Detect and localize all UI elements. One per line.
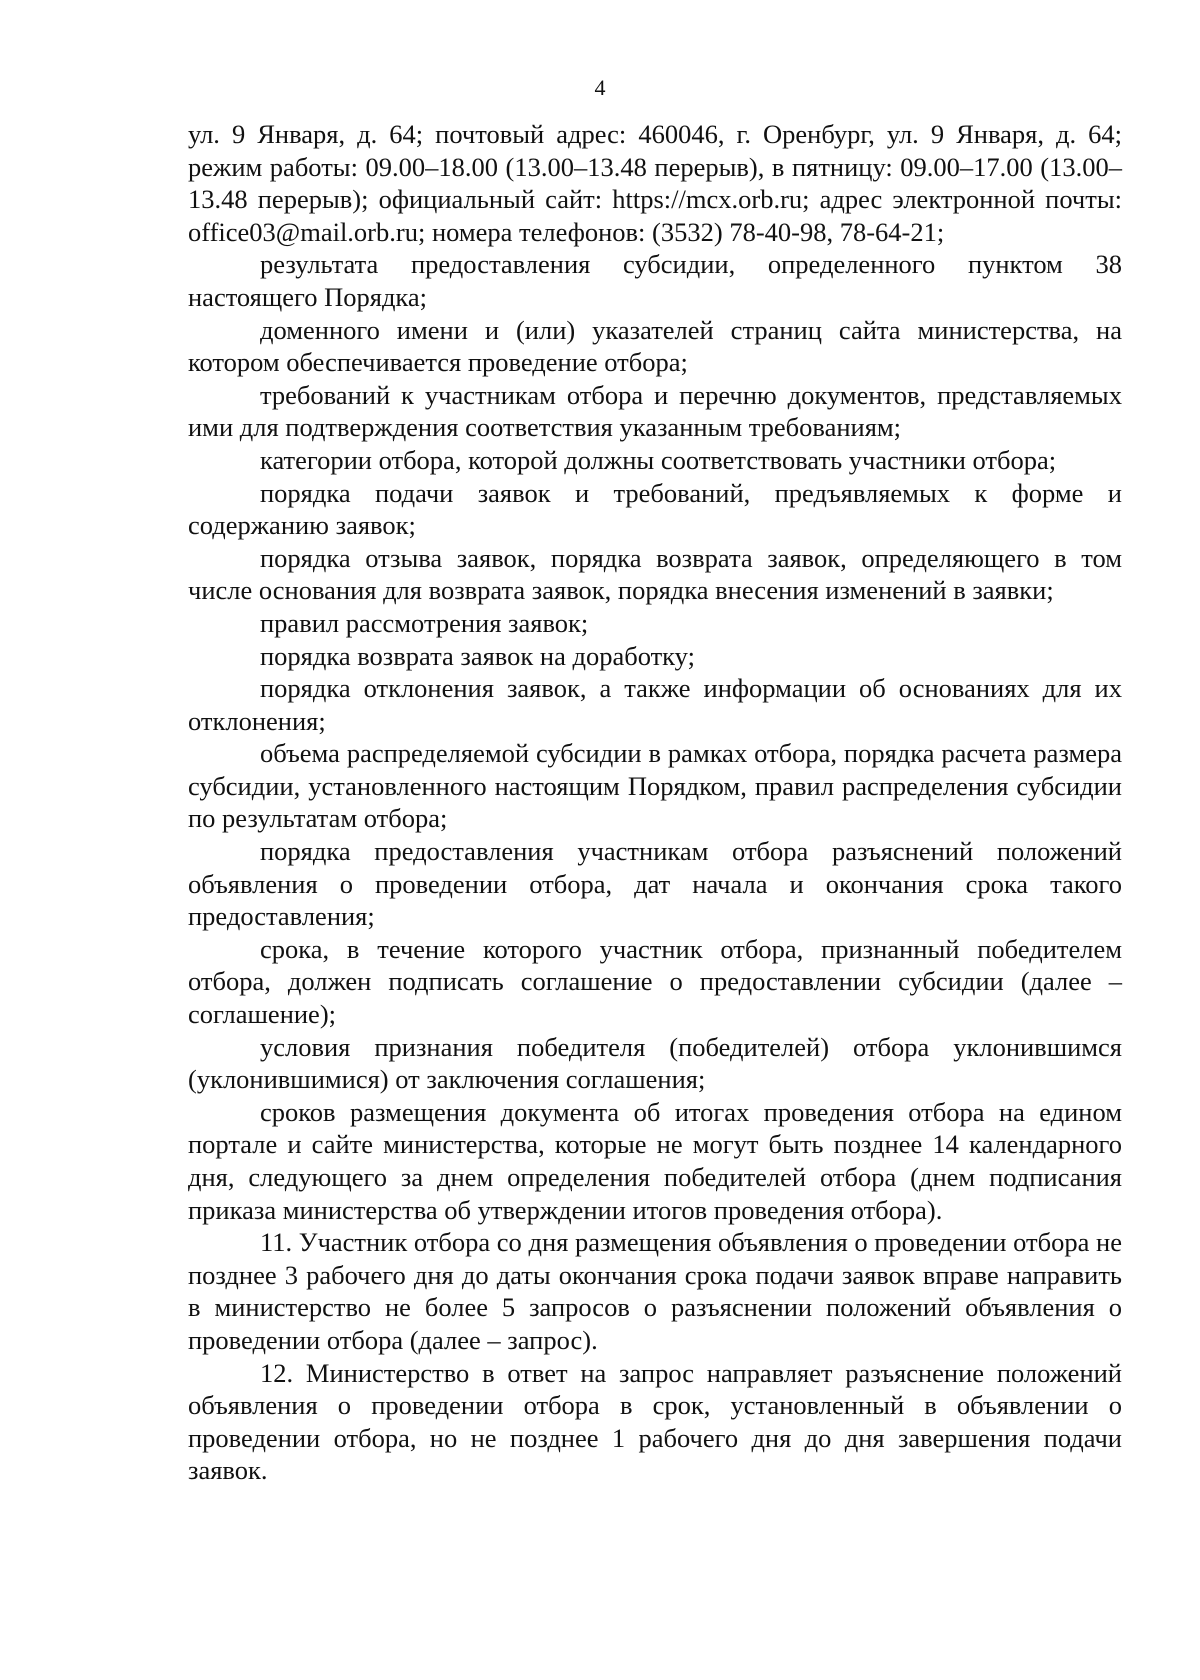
paragraph-withdrawal-order: порядка отзыва заявок, порядка возврата заявок, определяющего в том числе основания для возврата заявок, порядка внесения изменений в заявки; — [188, 542, 1122, 606]
paragraph-category: категории отбора, которой должны соответствовать участники отбора; — [260, 444, 1057, 475]
paragraph-rejection-order: порядка отклонения заявок, а также информации об основаниях для их отклонения; — [188, 673, 1122, 736]
paragraph-item-12: 12. Министерство в ответ на запрос направляет разъяснение положений объявления о проведении отбора в срок, установленный в объявлении о проведении отбора, но не позднее 1 рабочего дня до дня завершения подачи заявок. — [188, 1357, 1122, 1486]
paragraph-requirements: требований к участникам отбора и перечню документов, представляемых ими для подтверждения соответствия указанным требованиям; — [188, 379, 1122, 443]
paragraph-item-11: 11. Участник отбора со дня размещения объявления о проведении отбора не позднее 3 рабочего дня до даты окончания срока подачи заявок вправе направить в министерство не более 5 запросов о разъяснении положений объявления о проведении отбора (далее – запрос). — [188, 1227, 1122, 1355]
document-body — [188, 118, 1122, 1487]
paragraph-review-rules: правил рассмотрения заявок; — [260, 607, 589, 638]
paragraph-domain: доменного имени и (или) указателей страниц сайта министерства, на котором обеспечивается проведение отбора; — [188, 314, 1122, 378]
paragraph-subsidy-volume: объема распределяемой субсидии в рамках отбора, порядка расчета размера субсидии, установленного настоящим Порядком, правил распределения субсидии по результатам отбора; — [188, 738, 1122, 834]
paragraph-clarifications: порядка предоставления участникам отбора разъяснений положений объявления о проведении отбора, дат начала и окончания срока такого предоставления; — [188, 836, 1122, 932]
paragraph-signing-deadline: срока, в течение которого участник отбора, признанный победителем отбора, должен подписать соглашение о предоставлении субсидии (далее – соглашение); — [188, 933, 1122, 1030]
paragraph-rework-order: порядка возврата заявок на доработку; — [260, 640, 695, 671]
paragraph-contact-info: ул. 9 Января, д. 64; почтовый адрес: 460046, г. Оренбург, ул. 9 Января, д. 64; режим работы: 09.00–18.00 (13.00–13.48 перерыв), в пятницу: 09.00–17.00 (13.00–13.48 перерыв); официальный сайт: https://mcx.orb.ru; адрес электронной почты: office03@mail.orb.ru; номера телефонов: (3532) 78-40-98, 78-64-21; — [188, 119, 1122, 247]
paragraph-results-publication: сроков размещения документа об итогах проведения отбора на едином портале и сайте министерства, которые не могут быть позднее 14 календарного дня, следующего за днем определения победителей отбора (днем подписания приказа министерства об утверждении итогов проведения отбора). — [188, 1096, 1122, 1225]
paragraph-result: результата предоставления субсидии, определенного пунктом 38 настоящего Порядка; — [188, 249, 1122, 312]
page-number: 4 — [594, 75, 606, 100]
paragraph-evasion-conditions: условия признания победителя (победителей) отбора уклонившимся (уклонившимися) от заключения соглашения; — [188, 1031, 1122, 1095]
paragraph-submission-order: порядка подачи заявок и требований, предъявляемых к форме и содержанию заявок; — [188, 477, 1122, 541]
